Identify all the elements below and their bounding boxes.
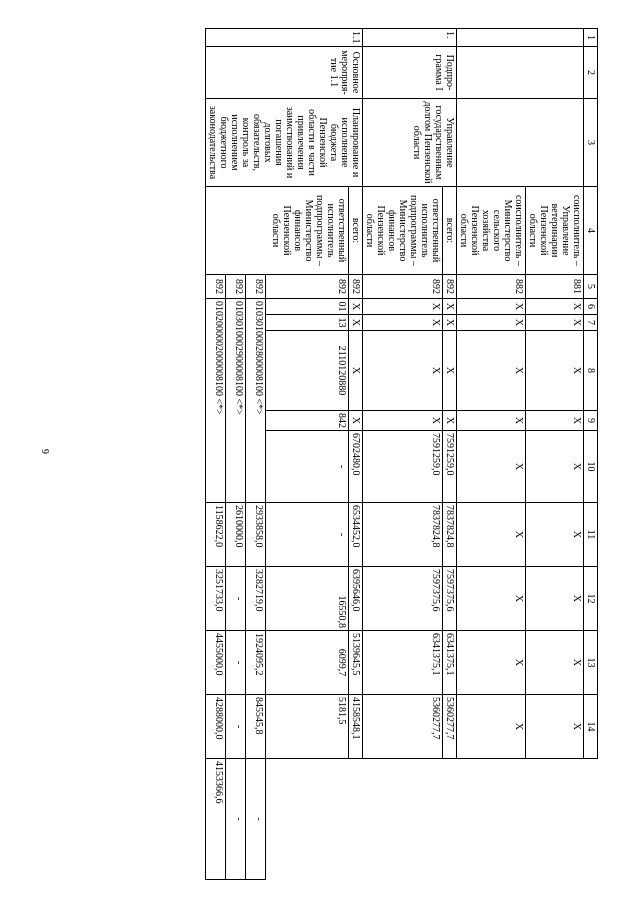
x-cell: X — [526, 567, 584, 631]
name-cell — [457, 99, 584, 187]
header-cell: 9 — [584, 411, 598, 431]
value-cell: - — [226, 631, 246, 695]
header-cell: 2 — [584, 47, 598, 99]
header-cell: 1 — [584, 29, 598, 47]
value-cell: 5139645,5 — [349, 631, 363, 695]
value-cell: 3251733,0 — [206, 567, 226, 631]
value-cell: 6341375,1 — [443, 631, 457, 695]
value-cell: 13 — [266, 315, 349, 331]
page-number: 6 — [41, 449, 52, 454]
header-cell: 3 — [584, 99, 598, 187]
value-cell: X — [349, 315, 363, 331]
kbk-code-cell: 0102000002000008100 <*> — [206, 299, 226, 503]
value-cell: 5360277,7 — [443, 695, 457, 759]
value-cell: 842 — [266, 411, 349, 431]
grbs-cell: 892 — [246, 275, 266, 299]
value-cell: 7597375,6 — [363, 567, 443, 631]
value-cell: 4288000,0 — [206, 695, 226, 759]
value-cell: X — [363, 331, 443, 411]
budget-table — [205, 28, 598, 880]
role-cell: соисполнитель – Министерство сельского хозяйства Пензенской области — [457, 187, 526, 275]
status-cell — [457, 47, 584, 99]
value-cell: 7837824,8 — [443, 503, 457, 567]
value-cell: 16550,8 — [266, 567, 349, 631]
value-cell: X — [443, 299, 457, 315]
x-cell: X — [526, 431, 584, 503]
budget-table-container — [82, 28, 598, 880]
table-row — [443, 29, 457, 880]
value-cell: 4153366,6 — [206, 759, 226, 880]
value-cell: - — [266, 503, 349, 567]
value-cell: X — [457, 503, 526, 567]
value-cell: X — [363, 299, 443, 315]
num-cell — [457, 29, 584, 47]
value-cell: 4455000,0 — [206, 631, 226, 695]
role-cell: ответственный исполнитель подпрограммы – Министерство финансов Пензенской области — [363, 187, 443, 275]
role-cell: соисполнитель – Управление ветеринарии Пензенской области — [526, 187, 584, 275]
grbs-cell: 892 — [266, 275, 349, 299]
value-cell: X — [457, 567, 526, 631]
role-cell: всего: — [443, 187, 457, 275]
x-cell: X — [526, 503, 584, 567]
value-cell: 7597375,6 — [443, 567, 457, 631]
value-cell: 2933858,0 — [246, 503, 266, 567]
header-cell: 13 — [584, 631, 598, 695]
x-cell: X — [526, 695, 584, 759]
value-cell: 3282719,0 — [246, 567, 266, 631]
value-cell: X — [349, 411, 363, 431]
value-cell: X — [349, 331, 363, 411]
header-cell: 7 — [584, 315, 598, 331]
header-cell: 6 — [584, 299, 598, 315]
value-cell: X — [457, 431, 526, 503]
value-cell: 7591259,0 — [443, 431, 457, 503]
value-cell: 2110120880 — [266, 331, 349, 411]
grbs-cell: 881 — [526, 275, 584, 299]
value-cell: 6702480,0 — [349, 431, 363, 503]
grbs-cell: 892 — [349, 275, 363, 299]
value-cell: - — [226, 695, 246, 759]
x-cell: X — [526, 631, 584, 695]
value-cell: 2610000,0 — [226, 503, 246, 567]
header-cell: 4 — [584, 187, 598, 275]
value-cell: - — [266, 431, 349, 503]
value-cell: X — [457, 315, 526, 331]
value-cell: X — [457, 411, 526, 431]
grbs-cell: 892 — [443, 275, 457, 299]
value-cell: 845545,8 — [246, 695, 266, 759]
value-cell: - — [226, 567, 246, 631]
grbs-cell: 892 — [363, 275, 443, 299]
grbs-cell: 892 — [226, 275, 246, 299]
value-cell: X — [443, 411, 457, 431]
header-cell: 5 — [584, 275, 598, 299]
role-cell: всего: — [349, 187, 363, 275]
value-cell: X — [363, 411, 443, 431]
value-cell: 5181,5 — [266, 695, 349, 759]
value-cell: 6099,7 — [266, 631, 349, 695]
value-cell: X — [457, 331, 526, 411]
value-cell: - — [246, 759, 266, 880]
value-cell: 4158548,1 — [349, 695, 363, 759]
value-cell: 6534452,0 — [349, 503, 363, 567]
num-cell: 1.1 — [206, 29, 363, 47]
value-cell: 1158622,0 — [206, 503, 226, 567]
value-cell: X — [457, 631, 526, 695]
status-cell: Подпро- грамма I — [363, 47, 457, 99]
name-cell: Планирование и исполнение бюджета Пензенской области в части привлечения заимствований и погашения долговых обязательств, контроль за исполнением бюджетного законодательства — [206, 99, 363, 187]
value-cell: 1924095,2 — [246, 631, 266, 695]
value-cell: 5360277,7 — [363, 695, 443, 759]
name-cell: Управление государственным долгом Пензенской области — [363, 99, 457, 187]
role-cell: ответственный исполнитель подпрограммы – Министерство финансов Пензенской области — [206, 187, 349, 275]
header-cell: 10 — [584, 431, 598, 503]
header-cell: 11 — [584, 503, 598, 567]
num-cell: 1. — [363, 29, 457, 47]
value-cell: X — [443, 315, 457, 331]
value-cell: 6395646,0 — [349, 567, 363, 631]
header-row — [584, 29, 598, 880]
value-cell: 7837824,8 — [363, 503, 443, 567]
header-cell: 12 — [584, 567, 598, 631]
x-cell: X — [526, 315, 584, 331]
value-cell: X — [349, 299, 363, 315]
kbk-code-cell: 0103010002800008100 <*> — [246, 299, 266, 503]
x-cell: X — [526, 299, 584, 315]
value-cell: X — [457, 695, 526, 759]
value-cell: X — [363, 315, 443, 331]
x-cell: X — [526, 331, 584, 411]
value-cell: X — [443, 331, 457, 411]
header-cell: 14 — [584, 695, 598, 759]
kbk-code-cell: 0103010002900008100 <*> — [226, 299, 246, 503]
value-cell: - — [226, 759, 246, 880]
grbs-cell: 882 — [457, 275, 526, 299]
grbs-cell: 892 — [206, 275, 226, 299]
table-row — [526, 29, 584, 880]
value-cell: 7591259,0 — [363, 431, 443, 503]
value-cell: 6341375,1 — [363, 631, 443, 695]
table-row — [349, 29, 363, 880]
x-cell: X — [526, 411, 584, 431]
header-cell: 8 — [584, 331, 598, 411]
value-cell: X — [457, 299, 526, 315]
value-cell: 01 — [266, 299, 349, 315]
status-cell: Основное мероприя- тие 1.1 — [206, 47, 363, 99]
